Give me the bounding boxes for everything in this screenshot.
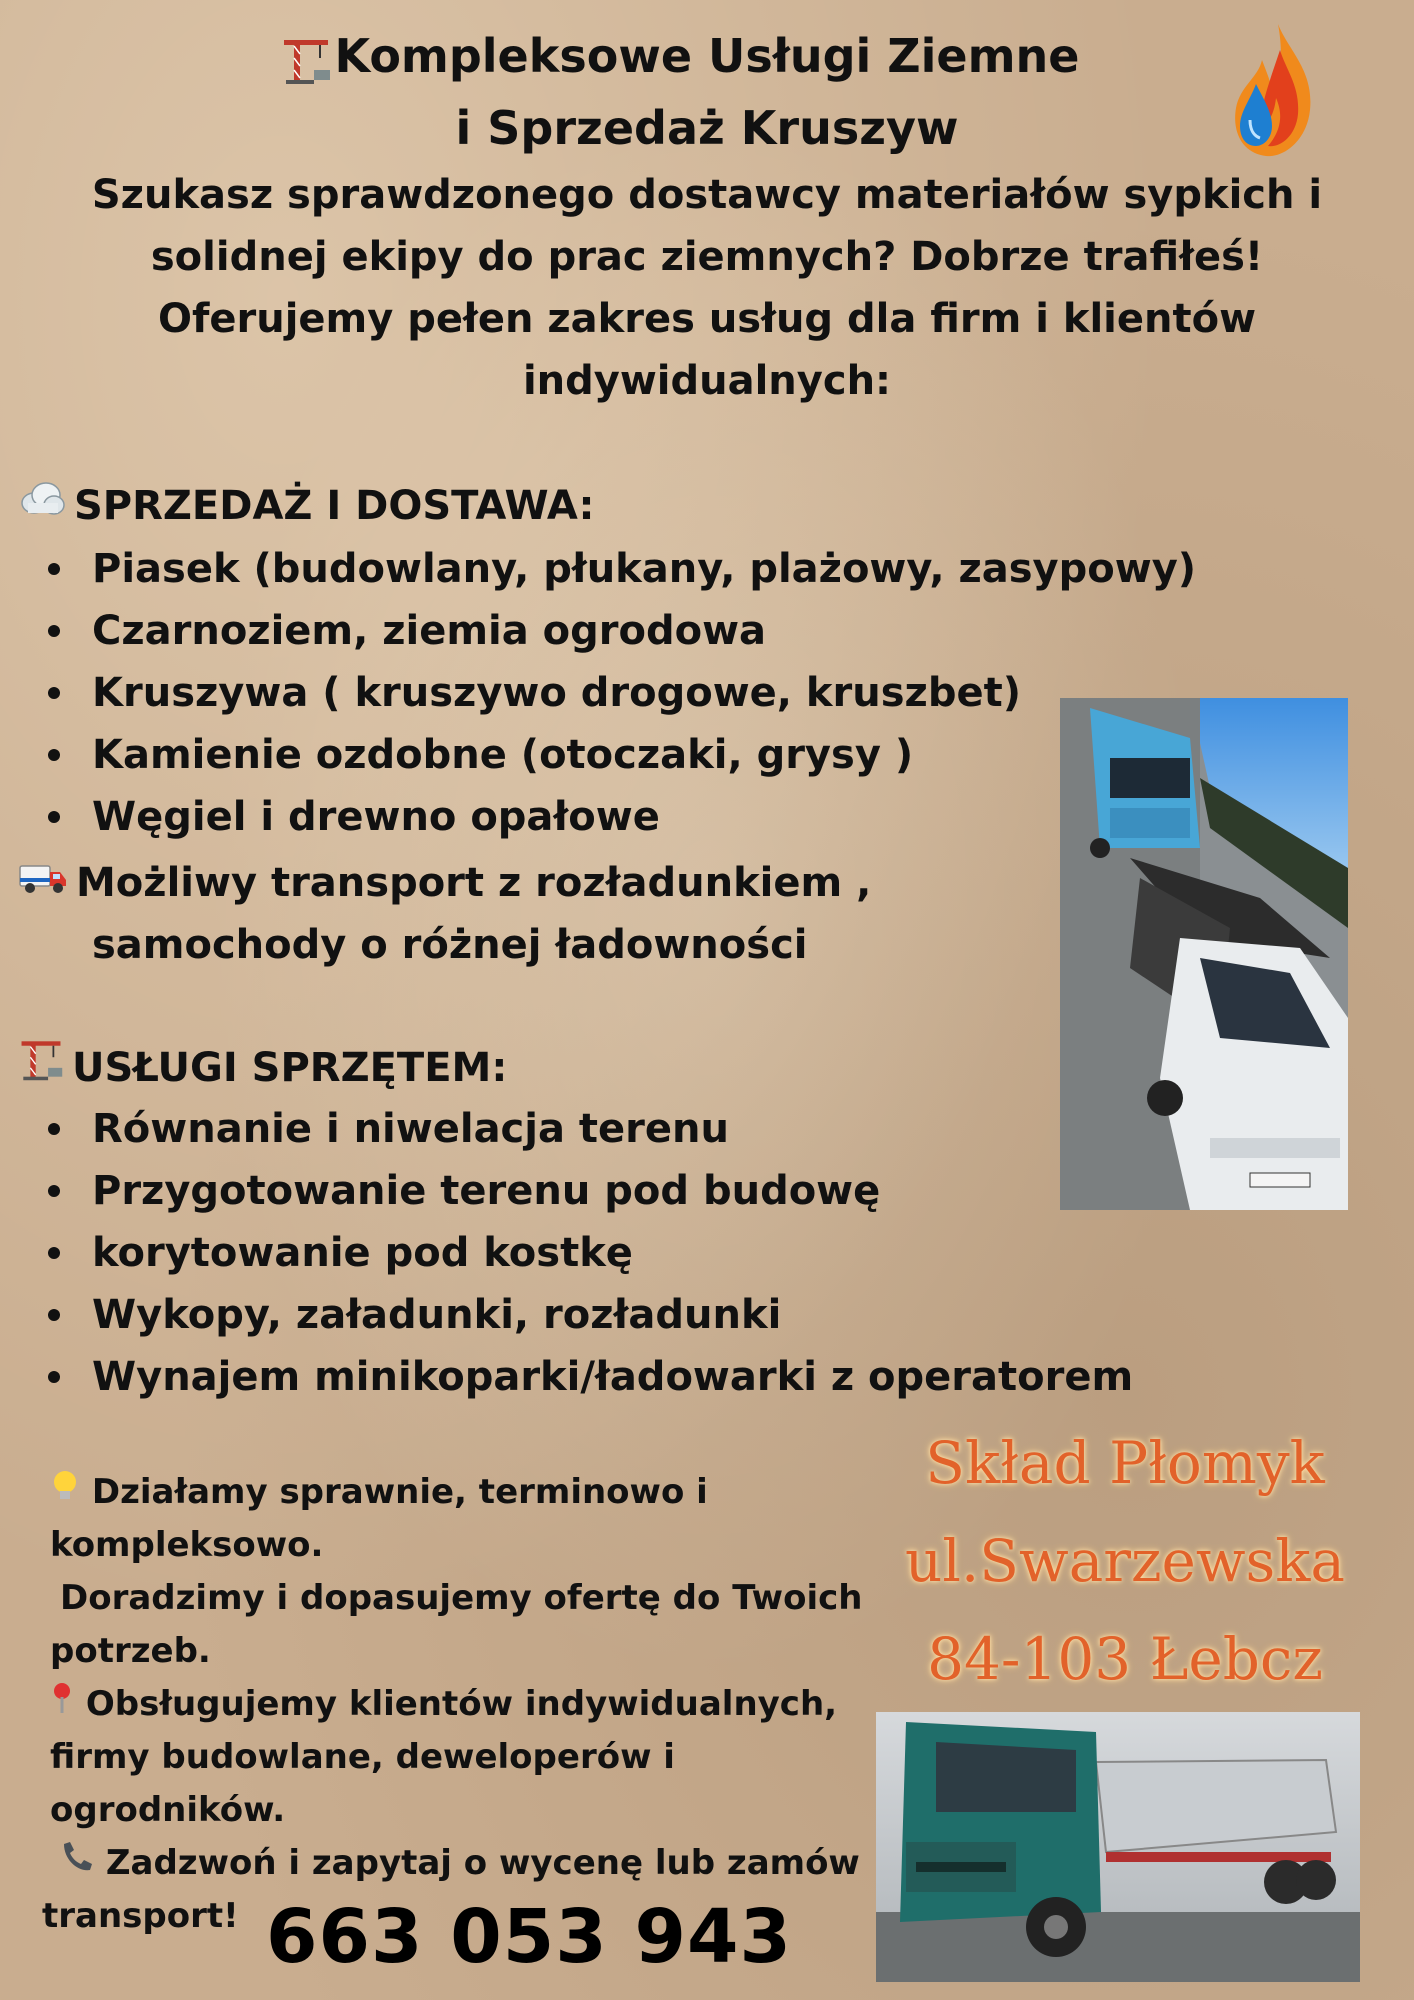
bullet-dot — [48, 1185, 60, 1197]
list-item — [48, 1284, 1133, 1346]
bullet-dot — [48, 1247, 60, 1259]
intro-line: solidnej ekipy do prac ziemnych? Dobrze trafiłeś! — [150, 234, 1264, 280]
phone-number[interactable]: 663 053 943 — [266, 1894, 792, 1980]
info-p4a: Zadzwoń i zapytaj o wycenę lub zamów — [105, 1843, 860, 1883]
info-p1 — [50, 1466, 870, 1572]
info-p2b: potrzeb. — [50, 1631, 211, 1671]
list-item — [48, 538, 1196, 600]
info-p3 — [50, 1678, 870, 1837]
bullet-dot — [48, 687, 60, 699]
store-street: ul.Swarzewska — [904, 1527, 1346, 1595]
info-p4b: transport! — [42, 1896, 239, 1936]
bullet-dot — [48, 1123, 60, 1135]
transport-line1: Możliwy transport z rozładunkiem , — [76, 860, 872, 906]
info-p4 — [50, 1837, 870, 1890]
list-item — [48, 1098, 1133, 1160]
trucks-photo — [1060, 698, 1348, 1210]
list-item — [48, 724, 1196, 786]
store-postcode-city: 84-103 Łebcz — [927, 1625, 1323, 1693]
list-item-label: Piasek (budowlany, płukany, plażowy, zasypowy) — [92, 546, 1197, 592]
intro-text — [50, 164, 1364, 412]
intro-line: Szukasz sprawdzonego dostawcy materiałów sypkich i — [91, 172, 1323, 218]
list-item — [48, 600, 1196, 662]
sales-list — [48, 538, 1196, 848]
info-p3c: ogrodników. — [50, 1790, 286, 1830]
list-item — [48, 662, 1196, 724]
bullet-dot — [48, 1371, 60, 1383]
list-item-label: Wynajem minikoparki/ładowarki z operatorem — [92, 1354, 1134, 1400]
info-p1b: kompleksowo. — [50, 1525, 324, 1565]
list-item — [48, 1160, 1133, 1222]
cloud-icon — [18, 476, 66, 536]
transport-line2: samochody o różnej ładowności — [92, 922, 808, 968]
bullet-dot — [48, 1309, 60, 1321]
info-block — [42, 1466, 870, 1943]
crane-icon — [18, 1036, 64, 1099]
list-item-label: Równanie i niwelacja terenu — [92, 1106, 729, 1152]
pin-icon — [50, 1678, 74, 1731]
lightbulb-icon — [50, 1466, 80, 1519]
semi-truck-photo — [876, 1712, 1360, 1982]
phone-icon — [58, 1837, 94, 1890]
list-item — [48, 786, 1196, 848]
list-item-label: Kruszywa ( kruszywo drogowe, kruszbet) — [92, 670, 1021, 716]
list-item-label: Kamienie ozdobne (otoczaki, grysy ) — [92, 732, 914, 778]
list-item-label: korytowanie pod kostkę — [92, 1230, 633, 1276]
info-p1a: Działamy sprawnie, terminowo i — [91, 1472, 708, 1512]
bullet-dot — [48, 625, 60, 637]
truck-icon — [18, 852, 68, 914]
equipment-list — [48, 1098, 1133, 1408]
equipment-heading — [18, 1036, 507, 1099]
list-item-label: Przygotowanie terenu pod budowę — [92, 1168, 881, 1214]
sales-heading — [18, 476, 595, 536]
intro-line: indywidualnych: — [522, 358, 892, 404]
intro-line: Oferujemy pełen zakres usług dla firm i klientów — [157, 296, 1257, 342]
page-title-line1: Kompleksowe Usługi Ziemne — [334, 29, 1080, 83]
page-title-line2: i Sprzedaż Kruszyw — [455, 101, 959, 155]
flame-drop-logo — [1228, 20, 1316, 164]
store-name: Skład Płomyk — [925, 1429, 1325, 1497]
bullet-dot — [48, 811, 60, 823]
info-p3a: Obsługujemy klientów indywidualnych, — [85, 1684, 838, 1724]
store-address — [890, 1414, 1360, 1708]
info-p2-cont — [50, 1625, 870, 1678]
bullet-dot — [48, 563, 60, 575]
list-item — [48, 1222, 1133, 1284]
info-p2a: Doradzimy i dopasujemy ofertę do Twoich — [60, 1578, 863, 1618]
list-item-label: Czarnoziem, ziemia ogrodowa — [92, 608, 767, 654]
list-item-label: Wykopy, załadunki, rozładunki — [92, 1292, 782, 1338]
bullet-dot — [48, 749, 60, 761]
info-p2 — [50, 1572, 870, 1625]
list-item-label: Węgiel i drewno opałowe — [92, 794, 660, 840]
list-item — [48, 1346, 1133, 1408]
sales-heading-label: SPRZEDAŻ I DOSTAWA: — [74, 483, 595, 529]
info-p3b: firmy budowlane, deweloperów i — [50, 1737, 675, 1777]
equipment-heading-label: USŁUGI SPRZĘTEM: — [72, 1044, 508, 1091]
transport-note — [18, 852, 871, 976]
